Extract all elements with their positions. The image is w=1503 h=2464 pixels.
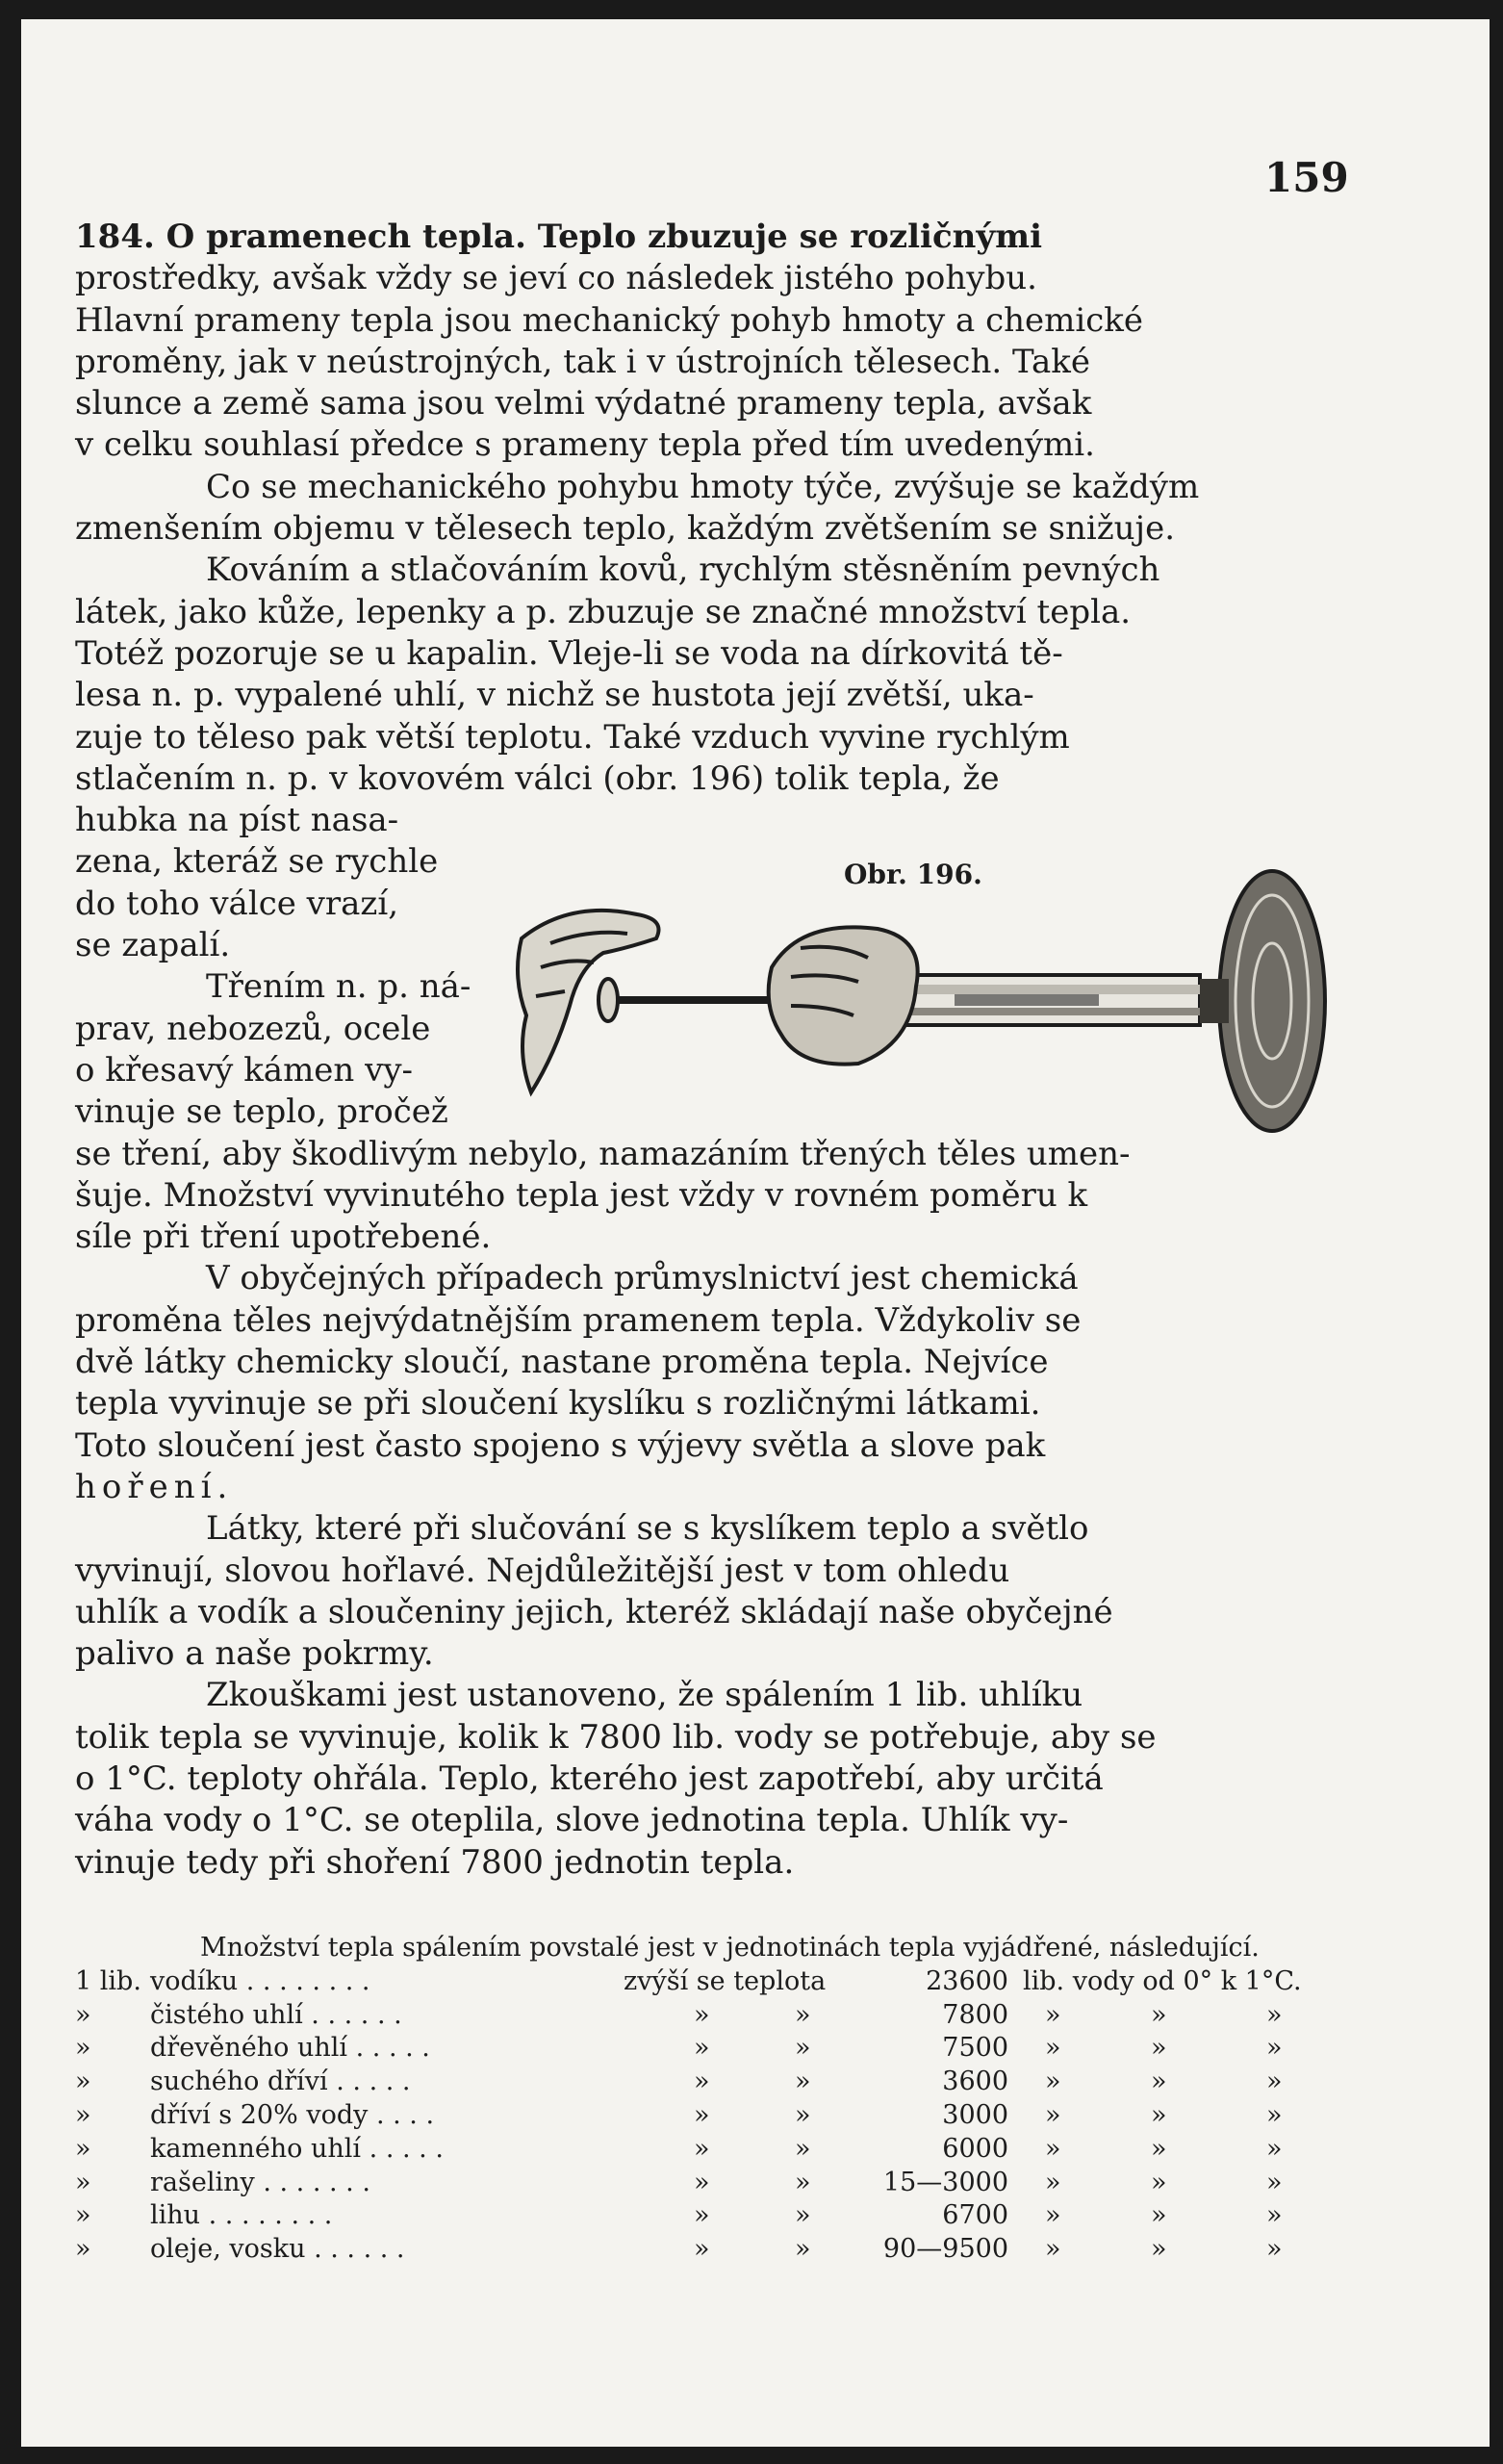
ditto-mark: »	[1045, 2033, 1061, 2064]
text-line: o křesavý kámen vy-	[75, 1050, 414, 1090]
amount-cell: »	[75, 2099, 91, 2130]
heat-value-table	[75, 1932, 1345, 2267]
ditto-mark: »	[1151, 2099, 1167, 2130]
ditto-mark: »	[795, 2167, 811, 2197]
value-cell: 7800	[942, 1999, 1008, 2030]
text-line: Toto sloučení jest často spojeno s výjevy světla a slove pak	[75, 1425, 1046, 1465]
text-line: Totéž pozoruje se u kapalin. Vleje-li se voda na dírkovitá tě-	[75, 633, 1063, 673]
value-cell: 23600	[926, 1965, 1008, 1996]
ditto-mark: »	[795, 2133, 811, 2164]
substance-cell: lihu . . . . . . . .	[150, 2200, 333, 2231]
text-line: o 1°C. teploty ohřála. Teplo, kterého jest zapotřebí, aby určitá	[75, 1758, 1104, 1798]
table-row	[75, 2167, 1345, 2200]
value-cell: 15—3000	[882, 2167, 1008, 2197]
ditto-mark: »	[1151, 2066, 1167, 2097]
text-line: hubka na píst nasa-	[75, 801, 399, 840]
amount-cell: »	[75, 2133, 91, 2164]
text-line: zuje to těleso pak větší teplotu. Také vzduch vyvine rychlým	[75, 717, 1070, 757]
substance-cell: čistého uhlí . . . . . .	[150, 1999, 402, 2030]
piston-rod	[603, 996, 777, 1004]
ditto-mark: »	[694, 2033, 710, 2064]
ditto-mark: »	[1151, 2033, 1167, 2064]
ditto-mark: »	[1045, 1999, 1061, 2030]
text-line: V obyčejných případech průmyslnictví jest chemická	[206, 1259, 1079, 1298]
book-page	[21, 19, 1490, 2447]
text-line: stlačením n. p. v kovovém válci (obr. 196) tolik tepla, že	[75, 758, 1000, 798]
phrase-cell: zvýší se teplota	[624, 1965, 827, 1996]
substance-cell: dříví s 20% vody . . . .	[150, 2099, 435, 2130]
text-line: Látky, které při slučování se s kyslíkem teplo a světlo	[206, 1509, 1089, 1549]
ditto-mark: »	[795, 2234, 811, 2265]
substance-cell: rašeliny . . . . . . .	[150, 2167, 370, 2197]
text-line: slunce a země sama jsou velmi výdatné prameny tepla, avšak	[75, 384, 1092, 424]
ditto-mark: »	[694, 2099, 710, 2130]
text-line: do toho válce vrazí,	[75, 884, 398, 923]
text-line: vinuje se teplo, pročež	[75, 1092, 448, 1132]
table-row	[75, 2032, 1345, 2066]
table-row	[75, 2199, 1345, 2233]
amount-cell: »	[75, 2066, 91, 2097]
text-line: šuje. Množství vyvinutého tepla jest vždy v rovném poměru k	[75, 1175, 1088, 1215]
ditto-mark: »	[694, 2200, 710, 2231]
table-row	[75, 2133, 1345, 2167]
ditto-mark: »	[1266, 2167, 1283, 2197]
value-cell: 6700	[942, 2200, 1008, 2231]
table-row	[75, 1999, 1345, 2033]
amount-cell: »	[75, 1999, 91, 2030]
ditto-mark: »	[1151, 1999, 1167, 2030]
text-line: Zkouškami jest ustanoveno, že spálením 1 lib. uhlíku	[206, 1676, 1083, 1715]
page-number: 159	[1264, 154, 1349, 201]
ditto-mark: »	[1151, 2133, 1167, 2164]
ditto-mark: »	[1045, 2167, 1061, 2197]
text-line: látek, jako kůže, lepenky a p. zbuzuje se značné množství tepla.	[75, 592, 1132, 631]
text-line: lesa n. p. vypalené uhlí, v nichž se hustota její zvětší, uka-	[75, 676, 1034, 715]
ditto-mark: »	[1151, 2167, 1167, 2197]
substance-cell: oleje, vosku . . . . . .	[150, 2234, 405, 2265]
amount-cell: »	[75, 2033, 91, 2064]
text-line: vyvinují, slovou hořlavé. Nejdůležitější jest v tom ohledu	[75, 1551, 1010, 1590]
ditto-mark: »	[1045, 2200, 1061, 2231]
substance-cell: kamenného uhlí . . . . .	[150, 2133, 444, 2164]
text-line: proměna těles nejvýdatnějším pramenem tepla. Vždykoliv se	[75, 1300, 1082, 1340]
text-line: vinuje tedy při shoření 7800 jednotin tepla.	[75, 1842, 795, 1882]
table-row	[75, 2099, 1345, 2133]
fire-piston-illustration	[512, 861, 1339, 1150]
figure-caption: Obr. 196.	[844, 859, 982, 890]
piston-knob	[599, 979, 618, 1021]
substance-cell: dřevěného uhlí . . . . .	[150, 2033, 430, 2064]
value-cell: 3600	[942, 2066, 1008, 2097]
text-line: se zapalí.	[75, 926, 231, 965]
amount-cell: »	[75, 2200, 91, 2231]
text-line: tepla vyvinuje se při sloučení kyslíku s rozličnými látkami.	[75, 1384, 1041, 1424]
ditto-mark: »	[1266, 2066, 1283, 2097]
amount-cell: »	[75, 2167, 91, 2197]
end-plate	[1200, 871, 1325, 1131]
text-line: síle při tření upotřebené.	[75, 1218, 492, 1257]
value-cell: 7500	[942, 2033, 1008, 2064]
substance-cell: vodíku . . . . . . . .	[150, 1965, 370, 1996]
text-line: tolik tepla se vyvinuje, kolik k 7800 lib. vody se potřebuje, aby se	[75, 1717, 1157, 1757]
ditto-mark: »	[1266, 2033, 1283, 2064]
text-line: zena, kteráž se rychle	[75, 842, 439, 882]
ditto-mark: »	[1151, 2234, 1167, 2265]
ditto-mark: »	[1045, 2066, 1061, 2097]
text-line: prav, nebozezů, ocele	[75, 1009, 431, 1048]
text-line: dvě látky chemicky sloučí, nastane proměna tepla. Nejvíce	[75, 1343, 1049, 1382]
value-cell: 6000	[942, 2133, 1008, 2164]
text-line: prostředky, avšak vždy se jeví co následek jistého pohybu.	[75, 259, 1037, 298]
ditto-mark: »	[694, 2234, 710, 2265]
ditto-mark: »	[694, 2066, 710, 2097]
value-cell: 90—9500	[882, 2234, 1008, 2265]
text-line: váha vody o 1°C. se oteplila, slove jednotina tepla. Uhlík vy-	[75, 1801, 1069, 1840]
ditto-mark: »	[795, 2033, 811, 2064]
table-header: Množství tepla spálením povstalé jest v jednotinách tepla vyjádřené, následující.	[200, 1933, 1260, 1963]
value-cell: 3000	[942, 2099, 1008, 2130]
ditto-mark: »	[1266, 2099, 1283, 2130]
text-line: palivo a naše pokrmy.	[75, 1634, 434, 1674]
text-line: se tření, aby škodlivým nebylo, namazáním třených těles umen-	[75, 1134, 1131, 1173]
ditto-mark: »	[1045, 2133, 1061, 2164]
ditto-mark: »	[1045, 2234, 1061, 2265]
ditto-mark: »	[795, 2099, 811, 2130]
text-line: Kováním a stlačováním kovů, rychlým stěsněním pevných	[206, 551, 1160, 590]
table-row	[75, 2233, 1345, 2267]
text-line: v celku souhlasí předce s prameny tepla před tím uvedenými.	[75, 425, 1095, 465]
ditto-mark: »	[1266, 2200, 1283, 2231]
text-line: Co se mechanického pohybu hmoty týče, zvýšuje se každým	[206, 467, 1200, 506]
ditto-mark: »	[795, 1999, 811, 2030]
ditto-mark: »	[694, 2167, 710, 2197]
ditto-mark: »	[795, 2200, 811, 2231]
text-line: Třením n. p. ná-	[206, 967, 471, 1007]
text-line: zmenšením objemu v tělesech teplo, každým zvětšením se snižuje.	[75, 509, 1176, 549]
text-line: uhlík a vodík a sloučeniny jejich, kteréž skládají naše obyčejné	[75, 1592, 1113, 1631]
amount-cell: 1 lib.	[75, 1965, 141, 1996]
text-line: 184. O pramenech tepla. Teplo zbuzuje se rozličnými	[75, 218, 1043, 256]
unit-cell: lib. vody od 0° k 1°C.	[1023, 1965, 1302, 1996]
ditto-mark: »	[795, 2066, 811, 2097]
text-line: Hlavní prameny tepla jsou mechanický pohyb hmoty a chemické	[75, 300, 1144, 340]
table-row	[75, 1965, 1345, 1999]
ditto-mark: »	[1266, 2234, 1283, 2265]
right-hand-icon	[769, 927, 918, 1064]
substance-cell: suchého dříví . . . . .	[150, 2066, 411, 2097]
text-line: hoření.	[75, 1467, 234, 1506]
ditto-mark: »	[1151, 2200, 1167, 2231]
ditto-mark: »	[1266, 2133, 1283, 2164]
table-row	[75, 2066, 1345, 2099]
ditto-mark: »	[1266, 1999, 1283, 2030]
ditto-mark: »	[1045, 2099, 1061, 2130]
ditto-mark: »	[694, 1999, 710, 2030]
ditto-mark: »	[694, 2133, 710, 2164]
text-line: proměny, jak v neústrojných, tak i v ústrojních tělesech. Také	[75, 342, 1091, 381]
amount-cell: »	[75, 2234, 91, 2265]
